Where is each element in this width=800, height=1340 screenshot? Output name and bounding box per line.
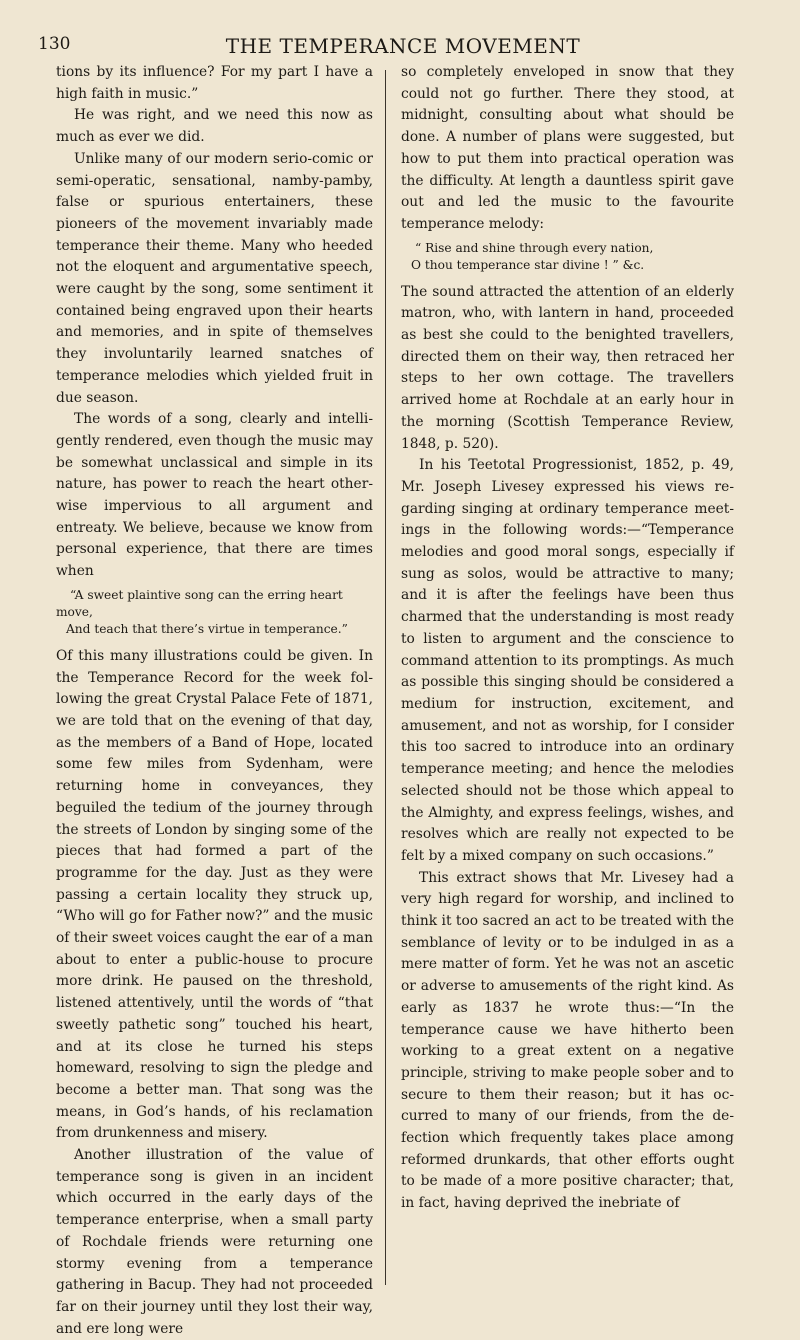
paragraph: Unlike many of our modern serio-comic or semi-operatic, sensational, namby-pamby, false or spurious entertainers, these pioneers of the movement invariably made temperance their theme. Many who heeded not the eloquent and argumentative speech, were caught by the song, some sentiment it contained being engraved upon their hearts and memories, and in spite of themselves they involuntarily learned snatches of temperance melodies which yielded fruit in due season. [56,150,373,406]
running-title: THE TEMPERANCE MOVEMENT [225,34,581,58]
paragraph: Of this many illustrations could be given. In the Temperance Record for the week following the great Crystal Palace Fete of 1871, we are told that on the evening of that day, as the members of a Band of Hope, located some few miles from Sydenham, were returning home in conveyances, they beguiled the tedium of the journey through the streets of London by singing some of the pieces that had formed a part of the programme for the day. Just as they were passing a certain locality they struck up, “Who will go for Father now?” and the music of their sweet voices caught the ear of a man about to enter a public-house to procure more drink. He paused on the threshold, listened attentively, until the words of “that sweetly pathetic song” touched his heart, and at its close he turned his steps homeward, resolving to sign the pledge and become a better man. That song was the means, in God’s hands, of his reclamation from drunkenness and misery. [56,647,373,1142]
verse-quote [401,240,734,274]
right-column [401,62,734,1215]
page-header [38,34,768,60]
verse-line: “A sweet plaintive song can the erring heart move, [56,587,343,619]
verse-quote [56,587,373,638]
verse-line: O thou temperance star divine ! ” &c. [411,257,645,272]
page-number: 130 [38,34,71,54]
paragraph: so completely enveloped in snow that they could not go further. There they stood, at midnight, consulting about what should be done. A number of plans were suggested, but how to put them into practical operation was the difficulty. At length a dauntless spirit gave out and led the music to the favourite temperance melody: [401,64,734,232]
column-divider [385,70,386,1285]
paragraph: In his Teetotal Progressionist, 1852, p. 49, Mr. Joseph Livesey expressed his views regarding singing at ordinary temperance meetings in the following words:—“Temperance melodies and good moral songs, especially if sung as solos, would be attractive to many; and it is after the feelings have been thus charmed that the understanding is most ready to listen to argument and the conscience to command attention to its promptings. As much as possible this singing should be considered a medium for instruction, excitement, and amusement, and not as worship, for I consider this too sacred to introduce into an ordinary temperance meeting; and hence the melodies selected should not be those which appeal to the Almighty, and express feelings, wishes, and resolves which are really not expected to be felt by a mixed company on such occasions.” [401,457,734,864]
paragraph: tions by its influence? For my part I have a high faith in music.” [56,64,373,102]
paragraph: The words of a song, clearly and intelligently rendered, even though the music may be somewhat unclassical and simple in its nature, has power to reach the heart otherwise impervious to all argument and entreaty. We believe, because we know from personal experience, that there are times when [56,411,373,580]
verse-line: And teach that there’s virtue in temperance.” [66,621,348,636]
paragraph: This extract shows that Mr. Livesey had a very high regard for worship, and inclined to think it too sacred an act to be treated with the semblance of levity or to be indulged in as a mere matter of form. Yet he was not an ascetic or adverse to amusements of the right kind. As early as 1837 he wrote thus:—“In the temperance cause we have hitherto been working to a great extent on a negative principle, striving to make people sober and to secure to them their reason; but it has occurred to many of our friends, from the defection which frequently takes place among reformed drunkards, that other efforts ought to be made of a more positive character; that, in fact, having deprived the inebriate of [401,869,734,1212]
paragraph: Another illustration of the value of temperance song is given in an incident which occurred in the early days of the temperance enterprise, when a small party of Rochdale friends were returning one stormy evening from a temperance gathering in Bacup. They had not proceeded far on their journey until they lost their way, and ere long were [56,1147,373,1337]
paragraph: The sound attracted the attention of an elderly matron, who, with lantern in hand, proceeded as best she could to the benighted travellers, directed them on their way, then retraced her steps to her own cottage. The travellers arrived home at Rochdale at an early hour in the morning (Scottish Temperance Review, 1848, p. 520). [401,283,734,452]
left-column [56,62,373,1340]
paragraph: He was right, and we need this now as much as ever we did. [56,107,373,146]
verse-line: “ Rise and shine through every nation, [415,240,654,255]
